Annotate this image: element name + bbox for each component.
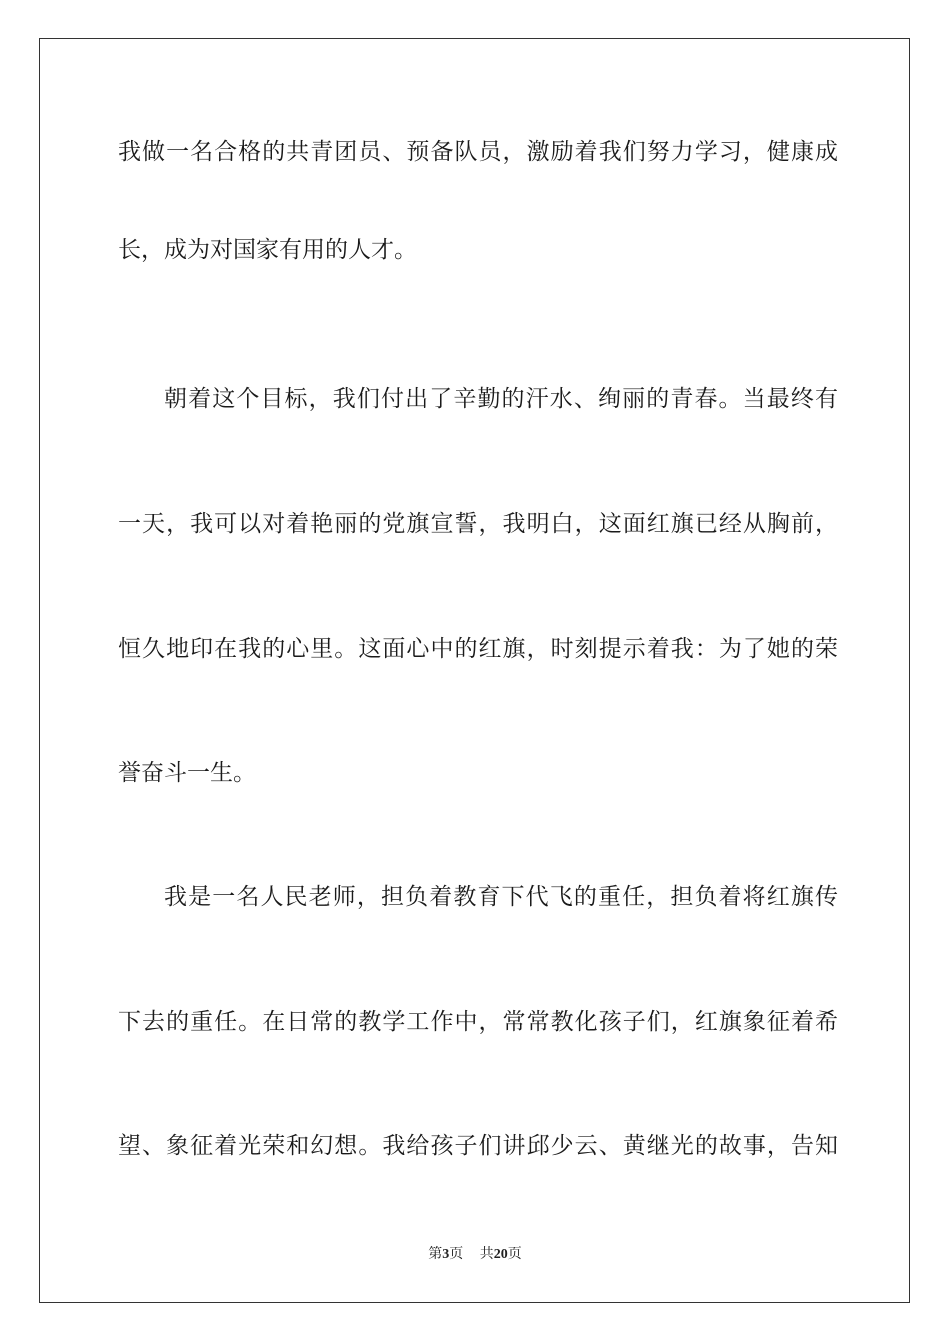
total-indicator [480, 1246, 522, 1262]
body-line-6: 誉奋斗一生。 [118, 760, 256, 786]
paragraph-2-line-1: 朝着这个目标，我们付出了辛勤的汗水、绚丽的青春。当最终有 [164, 386, 838, 412]
paragraph-3-line-1: 我是一名人民老师，担负着教育下代飞的重任，担负着将红旗传 [164, 884, 838, 910]
total-suffix: 页 [507, 1246, 522, 1262]
body-line-8: 下去的重任。在日常的教学工作中，常常教化孩子们，红旗象征着希 [118, 1009, 838, 1035]
total-pages: 20 [493, 1247, 508, 1262]
page-indicator [428, 1246, 463, 1262]
page-prefix: 第 [428, 1246, 443, 1262]
body-line-4: 一天，我可以对着艳丽的党旗宣誓，我明白，这面红旗已经从胸前， [118, 511, 838, 537]
body-line-1: 我做一名合格的共青团员、预备队员，激励着我们努力学习，健康成 [118, 139, 838, 165]
page-suffix: 页 [449, 1246, 464, 1262]
body-line-5: 恒久地印在我的心里。这面心中的红旗，时刻提示着我：为了她的荣 [118, 636, 838, 662]
page-number: 3 [442, 1247, 450, 1262]
page-footer [0, 1243, 950, 1263]
total-prefix: 共 [479, 1246, 494, 1262]
body-line-9: 望、象征着光荣和幻想。我给孩子们讲邱少云、黄继光的故事，告知 [118, 1133, 838, 1159]
body-line-2: 长，成为对国家有用的人才。 [118, 237, 417, 263]
page-border [39, 38, 910, 1303]
